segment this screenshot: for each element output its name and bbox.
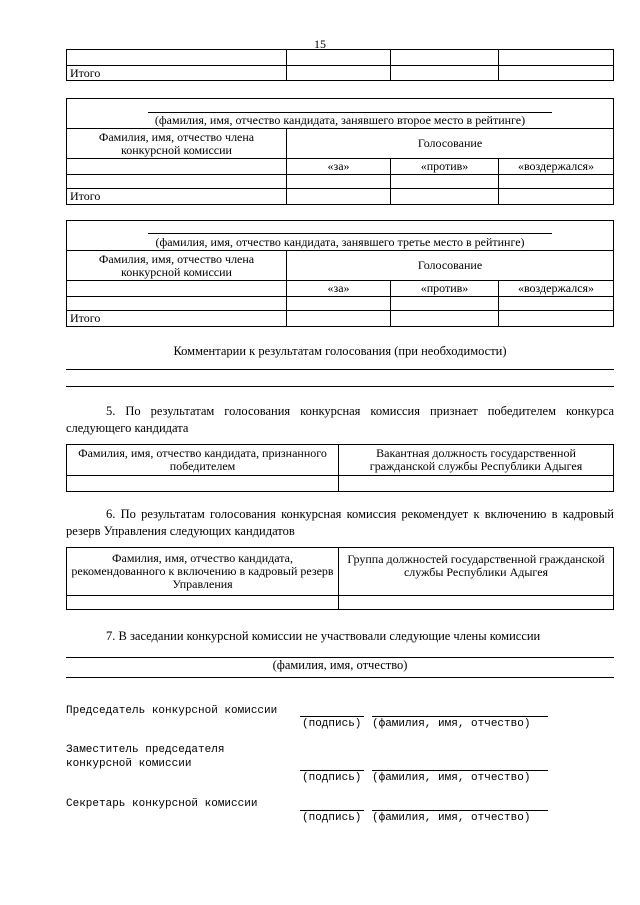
vote-for-header: «за» (287, 281, 391, 297)
previous-table-totals (66, 49, 614, 81)
member-header: Фамилия, имя, отчество члена конкурсной комиссии (67, 251, 287, 281)
third-place-voting-table (66, 250, 614, 327)
third-place-caption: (фамилия, имя, отчество кандидата, занявшего третье место в рейтинге) (155, 235, 525, 249)
winner-name-header: Фамилия, имя, отчество кандидата, признанного победителем (67, 445, 339, 476)
vote-abstain-header: «воздержался» (499, 281, 614, 297)
comments-line-2 (66, 386, 614, 387)
absent-members-caption: (фамилия, имя, отчество) (272, 658, 408, 672)
reserve-table (66, 547, 614, 610)
winner-table (66, 444, 614, 492)
member-header: Фамилия, имя, отчество члена конкурсной комиссии (67, 129, 287, 159)
voting-header: Голосование (287, 251, 614, 281)
second-place-voting-table (66, 128, 614, 205)
deputy-label-line2: конкурсной комиссии (66, 758, 192, 770)
totals-label: Итого (67, 66, 287, 81)
vacant-position-header: Вакантная должность государственной гражданской службы Республики Адыгея (339, 445, 614, 476)
comments-line-1 (66, 369, 614, 370)
vote-against-header: «против» (391, 159, 499, 175)
deputy-label-line1: Заместитель председателя (66, 744, 225, 756)
totals-label: Итого (67, 311, 287, 327)
page-number: 15 (314, 37, 326, 51)
second-place-caption: (фамилия, имя, отчество кандидата, занявшего второе место в рейтинге) (154, 113, 526, 127)
item6-text: 6. По результатам голосования конкурсная комиссия рекомендует к включению в кадровый резерв Управления следующих кандидатов (66, 507, 614, 538)
secretary-label: Секретарь конкурсной комиссии (66, 798, 258, 810)
vote-for-header: «за» (287, 159, 391, 175)
chair-sign-label: (подпись) (302, 718, 362, 730)
secretary-sign-label: (подпись) (302, 812, 362, 824)
voting-header: Голосование (287, 129, 614, 159)
position-group-header: Группа должностей государственной гражданской службы Республики Адыгея (339, 548, 614, 596)
vote-abstain-header: «воздержался» (499, 159, 614, 175)
vote-against-header: «против» (391, 281, 499, 297)
deputy-name-label: (фамилия, имя, отчество) (372, 772, 531, 784)
deputy-sign-label: (подпись) (302, 772, 362, 784)
absent-members-line-2 (66, 677, 614, 678)
secretary-name-label: (фамилия, имя, отчество) (372, 812, 531, 824)
chair-name-label: (фамилия, имя, отчество) (372, 718, 531, 730)
chair-label: Председатель конкурсной комиссии (66, 705, 278, 717)
comments-heading: Комментарии к результатам голосования (при необходимости) (173, 344, 507, 358)
reserve-candidate-header: Фамилия, имя, отчество кандидата, рекомендованного к включению в кадровый резерв Управления (67, 548, 339, 596)
totals-label: Итого (67, 189, 287, 205)
item5-text: 5. По результатам голосования конкурсная комиссия признает победителем конкурса следующего кандидата (66, 404, 614, 435)
item7-text: 7. В заседании конкурсной комиссии не участвовали следующие члены комиссии (106, 629, 541, 643)
